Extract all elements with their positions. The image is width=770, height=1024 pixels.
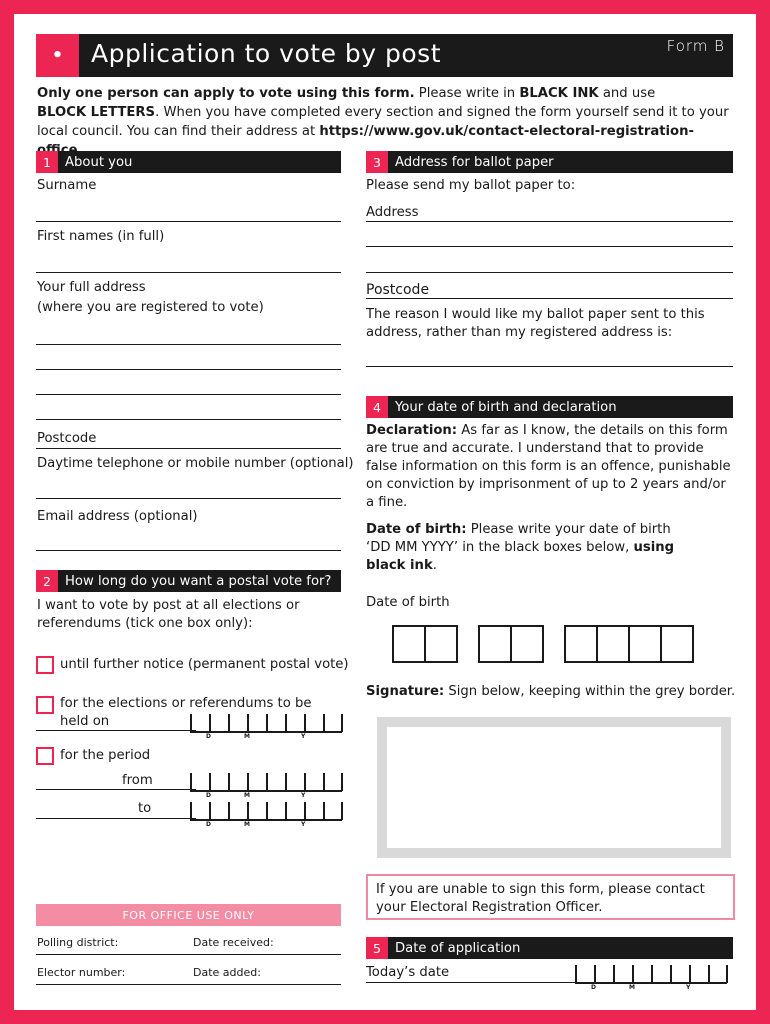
section-2-intro: I want to vote by post at all elections or referendums (tick one box only): [37,598,300,631]
from-label: from [122,773,153,788]
period-label: for the period [60,748,151,763]
postcode-label: Postcode [37,431,97,446]
signature-bold: Signature: [366,684,445,699]
declaration-bold: Declaration: [366,423,458,438]
surname-field[interactable] [36,221,341,222]
signature-body: Sign below, keeping within the grey border. [444,684,736,699]
dob-body: Please write your date of birth ‘DD MM YYYY’ in the black boxes below, [366,522,671,555]
section-3-title: Address for ballot paper [395,154,554,170]
intro-bold-1: Only one person can apply to vote using this form. [37,86,415,101]
specific-election-label-2: held on [60,714,110,729]
form-page [14,14,756,1010]
first-names-label: First names (in full) [37,229,165,244]
date-received-label: Date received: [193,936,274,949]
signature-border [377,717,731,858]
section-4-number: 4 [366,396,388,418]
permanent-postal-label: until further notice (permanent postal vote) [60,657,349,672]
ballot-address-line-1[interactable] [366,221,733,222]
reason-label: The reason I would like my ballot paper sent to this address, rather than my registered address is: [366,307,705,340]
section-3-header [366,151,733,173]
bullet-icon: • [36,34,79,77]
form-label: Form B [666,37,725,55]
address-line-1[interactable] [36,344,341,345]
ballot-postcode-field[interactable] [366,298,733,299]
address-line-3[interactable] [36,394,341,395]
to-underline [36,818,196,819]
todays-date-field[interactable] [575,965,727,989]
declaration-body: As far as I know, the details on this form are true and accurate. I understand that to provide false information on this form is an offence, punishable on conviction by imprisonment of up to 2 years and/or a fine. [366,423,731,510]
from-underline [36,789,196,790]
ballot-address-line-2[interactable] [366,246,733,247]
office-divider-2 [36,984,341,985]
ballot-address-label: Address [366,205,419,220]
month-marker: M [244,792,250,799]
section-1-number: 1 [36,151,58,173]
specific-election-checkbox[interactable] [36,696,54,714]
date-added-label: Date added: [193,966,261,979]
section-1-title: About you [65,154,133,170]
office-use-header: FOR OFFICE USE ONLY [36,904,341,926]
year-marker: Y [686,984,691,991]
day-marker: D [206,821,211,828]
month-marker: M [629,984,635,991]
section-5-title: Date of application [395,940,521,956]
day-marker: D [206,792,211,799]
specific-election-label: for the elections or referendums to be [60,696,312,711]
email-field[interactable] [36,550,341,551]
intro-link[interactable]: https://www.gov.uk/contact-electoral-registration- [319,124,694,139]
address-label: Your full address [37,280,146,295]
from-date-field[interactable] [190,773,342,797]
section-1-header [36,151,341,173]
ballot-address-line-3[interactable] [366,272,733,273]
phone-field[interactable] [36,498,341,499]
postcode-field[interactable] [36,448,341,449]
section-5-header [366,937,733,959]
send-to-label: Please send my ballot paper to: [366,178,576,193]
section-3-number: 3 [366,151,388,173]
first-names-field[interactable] [36,272,341,273]
held-on-date-field[interactable] [190,714,342,738]
dob-day-2[interactable] [424,625,458,663]
day-marker: D [206,733,211,740]
address-line-2[interactable] [36,369,341,370]
intro-text-2: and use [598,86,656,101]
address-sublabel: (where you are registered to vote) [37,300,264,315]
intro-text-3: . When you have completed every section and signed the form yourself send it to your local council. You can find their address at [37,105,729,139]
polling-district-label: Polling district: [37,936,119,949]
dob-year-3[interactable] [628,625,662,663]
dob-year-1[interactable] [564,625,598,663]
intro-bold-3: BLOCK LETTERS [37,105,156,120]
dob-year-4[interactable] [660,625,694,663]
contact-ero-notice: If you are unable to sign this form, please contact your Electoral Registration Officer. [366,874,735,920]
month-marker: M [244,733,250,740]
section-4-title: Your date of birth and declaration [395,399,617,415]
ballot-postcode-label: Postcode [366,282,430,298]
held-on-underline [36,730,196,731]
todays-date-label: Today’s date [366,965,450,980]
day-marker: D [591,984,596,991]
dob-year-2[interactable] [596,625,630,663]
office-divider-1 [36,954,341,955]
to-label: to [138,801,152,816]
dob-day-1[interactable] [392,625,426,663]
year-marker: Y [301,821,306,828]
section-5-number: 5 [366,937,388,959]
dob-bold: Date of birth: [366,522,467,537]
month-marker: M [244,821,250,828]
surname-label: Surname [37,178,97,193]
to-date-field[interactable] [190,802,342,826]
declaration-text [366,422,738,512]
phone-label: Daytime telephone or mobile number (optional) [37,456,354,471]
dob-end: . [432,558,437,573]
intro-text-1: Please write in [414,86,520,101]
page-title: Application to vote by post [91,39,441,68]
dob-label: Date of birth [366,595,450,610]
signature-instructions [366,683,735,701]
intro-text [37,84,737,160]
reason-field[interactable] [366,366,733,367]
year-marker: Y [301,733,306,740]
section-2-header [36,570,341,592]
permanent-postal-checkbox[interactable] [36,656,54,674]
section-4-header [366,396,733,418]
title-bar [36,34,733,77]
dob-instructions [366,521,696,575]
dob-bold-2: using black ink [366,540,675,573]
dob-month-2[interactable] [510,625,544,663]
section-2-number: 2 [36,570,58,592]
period-checkbox[interactable] [36,747,54,765]
email-label: Email address (optional) [37,509,198,524]
address-line-4[interactable] [36,419,341,420]
section-2-title: How long do you want a postal vote for? [65,573,332,589]
signature-box[interactable] [387,727,721,848]
elector-number-label: Elector number: [37,966,126,979]
dob-month-1[interactable] [478,625,512,663]
todays-date-underline [366,982,581,983]
year-marker: Y [301,792,306,799]
intro-bold-2: BLACK INK [519,86,599,101]
